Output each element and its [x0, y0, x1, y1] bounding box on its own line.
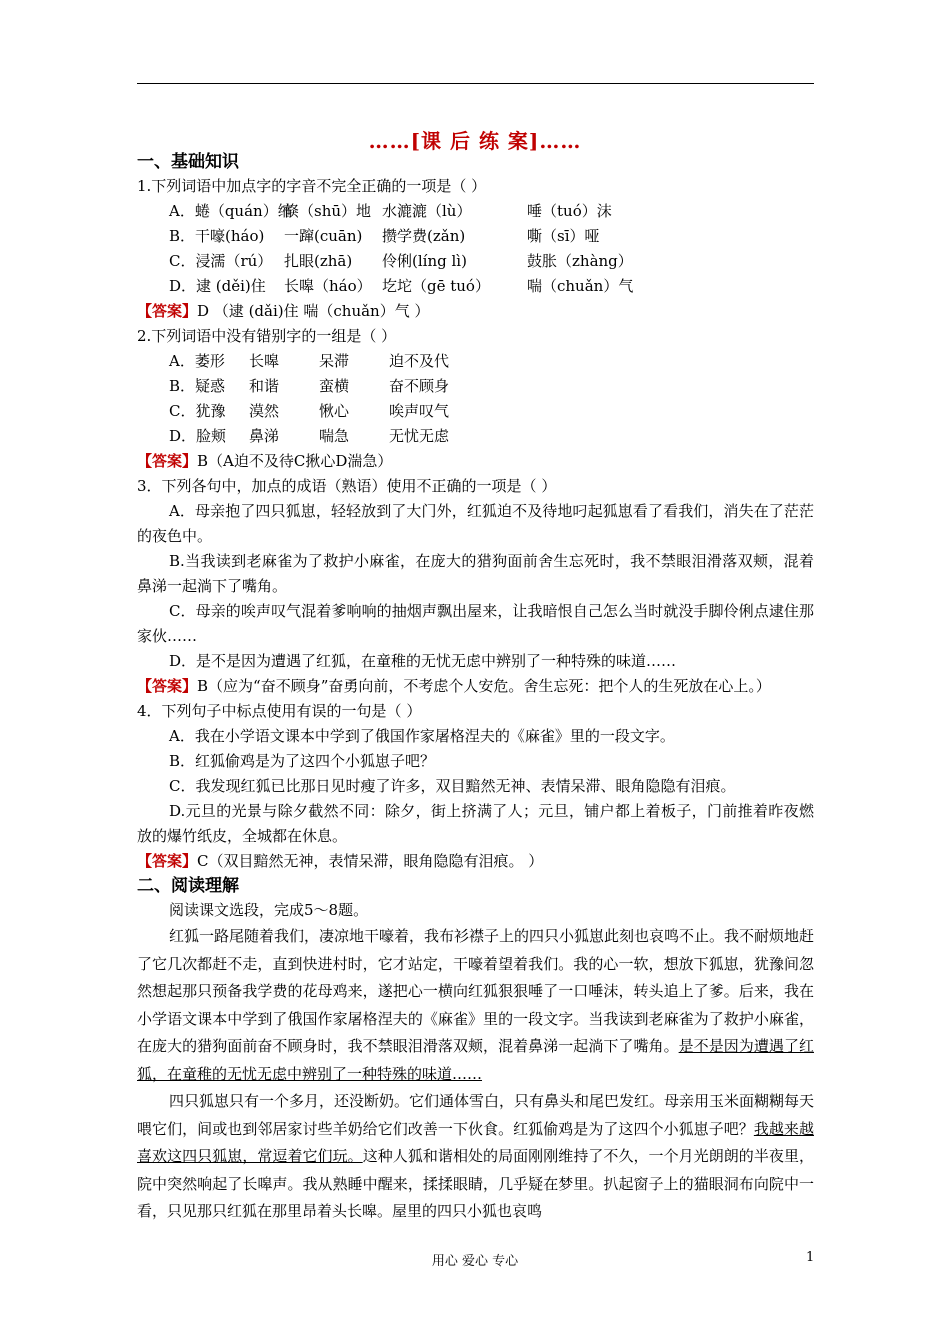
page-title: ……[课 后 练 案]…… — [368, 129, 582, 153]
q3-option-d: D．是不是因为遭遇了红狐，在童稚的无忧无虑中辨别了一种特殊的味道…… — [169, 652, 677, 670]
option-cell: 圪坨（gē tuó） — [382, 277, 490, 295]
option-cell: 和谐 — [249, 377, 280, 395]
option-cell: A．萎形 — [169, 352, 225, 370]
passage-text: 四只狐崽只有一个多月，还没断奶。它们通体雪白，只有鼻头和尾巴发红。母亲用玉米面糊糊每天喂它们，间或也到邻居家讨些羊奶给它们改善一下伙食。红狐偷鸡是为了这四个小狐崽子吧？ — [137, 1092, 815, 1138]
option-cell: 攒学费(zǎn) — [382, 227, 466, 245]
passage-text: 这种人狐和谐相处的局面刚刚维持了不久，一个月光朗朗的半夜里，院中突然响起了长嗥声。我从熟睡中醒来，揉揉眼睛，几乎疑在梦里。扒起窗子上的猫眼洞布向院中一看，只见那只红狐在那里昂着头长嗥。屋里的四只小狐也哀鸣 — [137, 1147, 814, 1220]
q3-option-b: B.当我读到老麻雀为了救护小麻雀，在庞大的猎狗面前舍生忘死时，我不禁眼泪滑落双颊，混着鼻涕一起淌下了嘴角。 — [137, 552, 814, 595]
q4-option-c: C．我发现红狐已比那日见时瘦了许多，双目黯然无神、表情呆滞、眼角隐隐有泪痕。 — [169, 777, 736, 795]
q1-option-row-d — [137, 274, 814, 299]
q3-answer — [137, 674, 814, 699]
page-footer: 用心 爱心 专心 — [431, 1254, 519, 1269]
q4-option-b: B．红狐偷鸡是为了这四个小狐崽子吧？ — [169, 752, 436, 770]
option-cell: 无忧无虑 — [389, 427, 450, 445]
reading-passage-2 — [137, 1088, 814, 1226]
passage-text: 红狐一路尾随着我们，凄凉地干嚎着，我布衫襟子上的四只小狐崽此刻也哀鸣不止。我不耐烦地赶了它几次都赶不走，直到快进村时，它才站定，干嚎着望着我们。我的心一软，想放下狐崽，犹豫间忽然想起那只预备我学费的花母鸡来，遂把心一横向红狐狠狠唾了一口唾沫，转头追上了爹。后来，我在小学语文课本中学到了俄国作家屠格涅夫的《麻雀》里的一段文字。当我读到老麻雀为了救护小麻雀，在庞大的猎狗面前奋不顾身时，我不禁眼泪滑落双颊，混着鼻涕一起淌下了嘴角。 — [137, 927, 815, 1055]
answer-text: B（应为“奋不顾身”奋勇向前，不考虑个人安危。舍生忘死：把个人的生死放在心上。） — [197, 677, 771, 695]
question-1-stem: 1.下列词语中加点字的字音不完全正确的一项是（ ） — [137, 177, 487, 195]
option-cell: 一蹿(cuān) — [284, 227, 363, 245]
reading-passage-1 — [137, 923, 814, 1088]
option-cell: 倏（shū）地 — [284, 202, 372, 220]
answer-label: 【答案】 — [137, 452, 198, 470]
option-cell: C．浸濡（rú） — [169, 252, 273, 270]
option-cell: 迫不及代 — [389, 352, 450, 370]
answer-text: B（A迫不及待C揪心D湍急） — [197, 452, 393, 470]
answer-label: 【答案】 — [137, 677, 198, 695]
q2-option-row-a — [137, 349, 814, 374]
q3-option-a: A．母亲抱了四只狐崽，轻轻放到了大门外，红狐迫不及待地叼起狐崽看了看我们，消失在了茫茫的夜色中。 — [137, 502, 814, 545]
option-cell: 长嗥（háo） — [284, 277, 372, 295]
option-cell: 呆滞 — [319, 352, 350, 370]
q3-option-c: C．母亲的唉声叹气混着爹响响的抽烟声飘出屋来，让我暗恨自己怎么当时就没手脚伶俐点逮住那家伙…… — [137, 602, 814, 645]
option-cell: 唉声叹气 — [389, 402, 450, 420]
question-2-stem: 2.下列词语中没有错别字的一组是（ ） — [137, 327, 397, 345]
option-cell: 喘（chuǎn）气 — [527, 277, 634, 295]
q4-option-d: D.元旦的光景与除夕截然不同：除夕，街上挤满了人；元旦，铺户都上着板子，门前推着昨夜燃放的爆竹纸皮，全城都在休息。 — [137, 802, 814, 845]
option-cell: 唾（tuó）沫 — [527, 202, 612, 220]
option-cell: 伶俐(líng lì) — [382, 252, 467, 270]
option-cell: 长嗥 — [249, 352, 280, 370]
reading-intro: 阅读课文选段，完成5～8题。 — [169, 901, 369, 919]
option-cell: 鼓胀（zhàng） — [527, 252, 633, 270]
option-cell: 蛮横 — [319, 377, 350, 395]
option-cell: C．犹豫 — [169, 402, 226, 420]
section-heading-basic: 一、基础知识 — [137, 152, 239, 172]
option-cell: 漠然 — [249, 402, 280, 420]
q1-option-row-a — [137, 199, 814, 224]
option-cell: B．干嚎(háo) — [169, 227, 265, 245]
option-cell: 愀心 — [319, 402, 350, 420]
q2-answer — [137, 449, 814, 474]
q4-option-a: A．我在小学语文课本中学到了俄国作家屠格涅夫的《麻雀》里的一段文字。 — [169, 727, 675, 745]
question-4-stem: 4．下列句子中标点使用有误的一句是（ ） — [137, 702, 422, 720]
q2-option-row-c — [137, 399, 814, 424]
section-heading-reading: 二、阅读理解 — [137, 876, 239, 896]
option-cell: D．逮 (děi)住 — [169, 277, 266, 295]
option-cell: 水漉漉（lù） — [382, 202, 472, 220]
q1-option-row-c — [137, 249, 814, 274]
q1-answer — [137, 299, 814, 324]
page-number: 1 — [806, 1250, 815, 1265]
header-rule — [137, 83, 814, 84]
question-3-stem: 3．下列各句中，加点的成语（熟语）使用不正确的一项是（ ） — [137, 477, 557, 495]
q2-option-row-d — [137, 424, 814, 449]
content — [137, 150, 814, 1226]
answer-text: C（双目黯然无神，表情呆滞，眼角隐隐有泪痕。 ） — [197, 852, 544, 870]
q4-answer — [137, 849, 814, 874]
option-cell: B．疑惑 — [169, 377, 226, 395]
option-cell: D．脸颊 — [169, 427, 227, 445]
q2-option-row-b — [137, 374, 814, 399]
option-cell: A．蜷（quán）缩 — [169, 202, 293, 220]
answer-text: D （逮 (dǎi)住 喘（chuǎn）气 ） — [197, 302, 430, 320]
option-cell: 奋不顾身 — [389, 377, 450, 395]
underlined-sentence: 我越来越喜欢这四只狐崽，常逗着它们玩。 — [137, 1119, 814, 1165]
answer-label: 【答案】 — [137, 302, 198, 320]
q1-option-row-b — [137, 224, 814, 249]
answer-label: 【答案】 — [137, 852, 198, 870]
option-cell: 扎眼(zhā) — [284, 252, 353, 270]
option-cell: 鼻涕 — [249, 427, 280, 445]
option-cell: 嘶（sī）哑 — [527, 227, 600, 245]
option-cell: 喘急 — [319, 427, 350, 445]
underlined-sentence: 是不是因为遭遇了红狐，在童稚的无忧无虑中辨别了一种特殊的味道…… — [137, 1037, 814, 1083]
